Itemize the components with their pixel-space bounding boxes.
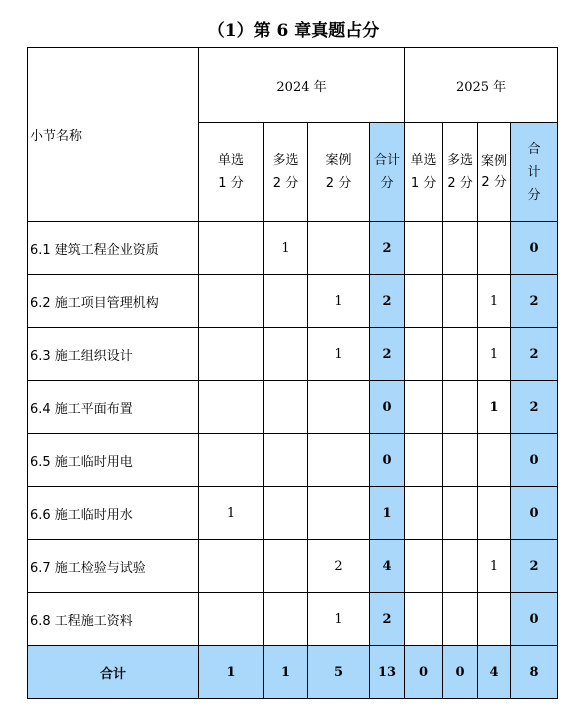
score-cell — [199, 540, 264, 593]
col-2025-total: 合 计 分 — [511, 123, 558, 222]
section-name-header: 小节名称 — [28, 48, 199, 222]
table-row — [28, 540, 558, 593]
score-cell — [478, 593, 511, 646]
score-cell — [405, 381, 443, 434]
section-name: 6.4 施工平面布置 — [28, 381, 199, 434]
score-cell — [443, 381, 478, 434]
subtotal-cell: 1 — [370, 487, 405, 540]
score-cell: 1 — [264, 222, 308, 275]
table-row — [28, 381, 558, 434]
col-2024-total: 合计 分 — [370, 123, 405, 222]
total-row — [28, 646, 558, 699]
subtotal-cell: 2 — [370, 328, 405, 381]
section-name: 6.2 施工项目管理机构 — [28, 275, 199, 328]
score-cell — [199, 381, 264, 434]
score-cell — [405, 593, 443, 646]
table-row — [28, 275, 558, 328]
score-cell — [478, 222, 511, 275]
subtotal-cell: 0 — [511, 434, 558, 487]
score-cell — [405, 222, 443, 275]
subtotal-cell: 0 — [511, 487, 558, 540]
score-cell — [443, 222, 478, 275]
score-cell: 1 — [308, 328, 370, 381]
subtotal-cell: 2 — [511, 540, 558, 593]
score-cell — [264, 275, 308, 328]
subtotal-cell: 2 — [370, 275, 405, 328]
score-cell — [405, 540, 443, 593]
total-cell: 1 — [199, 646, 264, 699]
score-cell — [264, 381, 308, 434]
score-cell — [199, 275, 264, 328]
score-cell — [405, 434, 443, 487]
section-name: 6.3 施工组织设计 — [28, 328, 199, 381]
score-cell: 1 — [478, 540, 511, 593]
col-2024-single: 单选 1 分 — [199, 123, 264, 222]
table-row — [28, 434, 558, 487]
score-cell: 1 — [478, 328, 511, 381]
score-cell — [443, 328, 478, 381]
col-2024-multi: 多选 2 分 — [264, 123, 308, 222]
score-cell: 1 — [308, 275, 370, 328]
table-row — [28, 593, 558, 646]
col-2025-single: 单选 1 分 — [405, 123, 443, 222]
subtotal-cell: 2 — [511, 381, 558, 434]
score-cell — [443, 487, 478, 540]
section-name: 6.6 施工临时用水 — [28, 487, 199, 540]
section-name: 6.8 工程施工资料 — [28, 593, 199, 646]
score-cell — [308, 434, 370, 487]
score-cell — [405, 487, 443, 540]
year-2024-header: 2024 年 — [199, 48, 405, 123]
score-cell — [199, 434, 264, 487]
total-cell: 5 — [308, 646, 370, 699]
total-cell: 0 — [443, 646, 478, 699]
score-cell — [199, 222, 264, 275]
subtotal-cell: 0 — [511, 222, 558, 275]
subtotal-cell: 4 — [370, 540, 405, 593]
score-cell — [264, 434, 308, 487]
header-row-years — [28, 48, 558, 123]
score-cell — [478, 487, 511, 540]
subtotal-cell: 0 — [370, 434, 405, 487]
subtotal-cell: 0 — [511, 593, 558, 646]
score-cell: 1 — [478, 381, 511, 434]
score-cell — [443, 540, 478, 593]
subtotal-cell: 0 — [370, 381, 405, 434]
total-cell: 1 — [264, 646, 308, 699]
page-title: （1）第 6 章真题占分 — [207, 21, 380, 41]
table-row — [28, 328, 558, 381]
score-cell — [199, 328, 264, 381]
score-cell — [199, 593, 264, 646]
score-cell — [264, 593, 308, 646]
score-cell — [443, 593, 478, 646]
score-cell — [478, 434, 511, 487]
table-row — [28, 487, 558, 540]
score-cell: 1 — [199, 487, 264, 540]
total-label: 合计 — [28, 646, 199, 699]
total-cell: 0 — [405, 646, 443, 699]
table-row — [28, 222, 558, 275]
score-cell — [264, 540, 308, 593]
year-2025-header: 2025 年 — [405, 48, 558, 123]
section-name: 6.1 建筑工程企业资质 — [28, 222, 199, 275]
score-cell: 2 — [308, 540, 370, 593]
subtotal-cell: 2 — [511, 275, 558, 328]
section-name: 6.7 施工检验与试验 — [28, 540, 199, 593]
score-cell — [405, 328, 443, 381]
total-cell: 4 — [478, 646, 511, 699]
score-table — [27, 47, 558, 699]
col-2024-case: 案例 2 分 — [308, 123, 370, 222]
score-cell — [443, 275, 478, 328]
total-cell: 8 — [511, 646, 558, 699]
score-cell — [308, 487, 370, 540]
score-cell: 1 — [478, 275, 511, 328]
subtotal-cell: 2 — [370, 593, 405, 646]
subtotal-cell: 2 — [370, 222, 405, 275]
subtotal-cell: 2 — [511, 328, 558, 381]
score-cell — [308, 381, 370, 434]
score-cell — [405, 275, 443, 328]
score-cell — [308, 222, 370, 275]
score-cell: 1 — [308, 593, 370, 646]
col-2025-multi: 多选 2 分 — [443, 123, 478, 222]
col-2025-case: 案例 2 分 — [478, 123, 511, 222]
score-cell — [264, 487, 308, 540]
score-cell — [443, 434, 478, 487]
score-cell — [264, 328, 308, 381]
section-name: 6.5 施工临时用电 — [28, 434, 199, 487]
total-cell: 13 — [370, 646, 405, 699]
